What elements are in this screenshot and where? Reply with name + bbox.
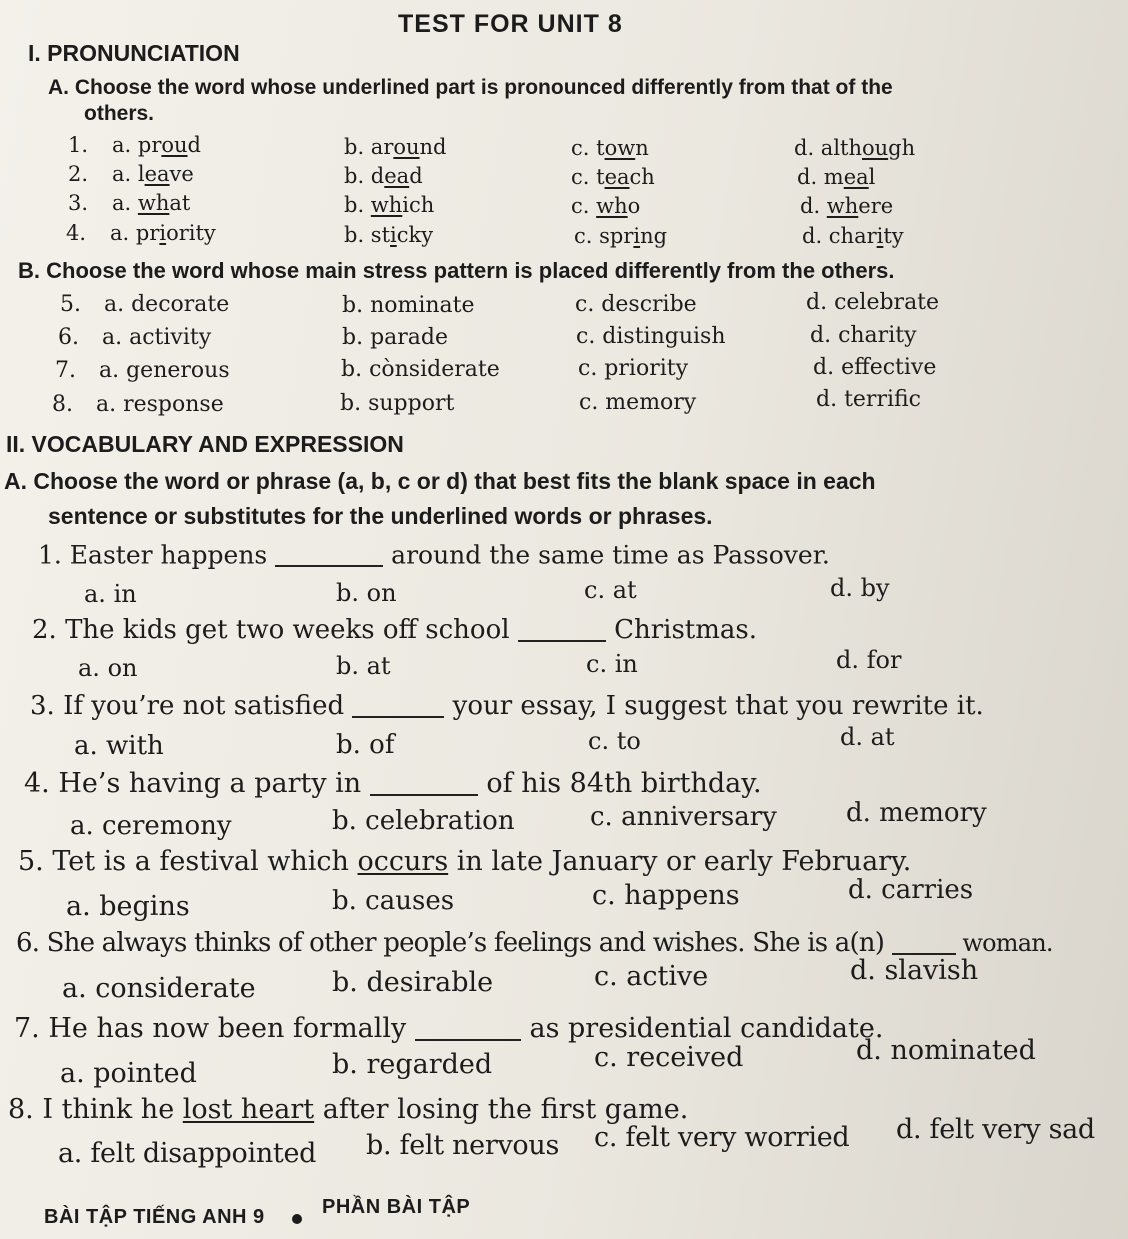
option-d: d. slavish [850,955,979,986]
question-stem: 8. I think he lost heart after losing the first game. [8,1094,689,1125]
option-a: a. decorate [104,292,230,317]
option-b: b. on [336,579,397,607]
page-title: TEST FOR UNIT 8 [398,10,623,38]
option-c: c. priority [578,356,689,381]
option-c: c. teach [571,165,655,189]
option-c: c. distinguish [576,324,726,349]
footer-section-label: PHẦN BÀI TẬP [322,1196,471,1218]
option-d: d. by [830,574,890,602]
option-a: a. considerate [62,973,256,1004]
question-number: 2. [68,162,89,186]
option-c: c. spring [574,224,668,248]
option-a: a. proud [112,133,201,157]
option-b: b. of [336,730,395,760]
option-a: a. pointed [60,1058,197,1089]
option-a: a. ceremony [70,811,232,841]
answer-blank [370,767,478,796]
option-b: b. desirable [332,967,494,998]
option-b: b. sticky [344,223,434,247]
question-stem: 6. She always thinks of other people’s feelings and wishes. She is a(n) woman. [16,928,1053,959]
question-stem: 3. If you’re not satisfied your essay, I suggest that you rewrite it. [30,691,984,722]
option-d: d. nominated [856,1035,1036,1066]
option-a: a. in [84,580,137,608]
option-b: b. dead [344,164,423,188]
question-number: 1. [68,133,89,157]
option-a: a. begins [66,891,190,922]
answer-blank [275,540,383,567]
option-d: d. celebrate [806,290,940,315]
option-c: c. anniversary [590,802,777,832]
option-a: a. with [74,731,164,761]
option-b: b. parade [342,325,449,350]
option-a: a. felt disappointed [58,1138,317,1169]
part-b-instructions: B. Choose the word whose main stress pattern is placed differently from the others. [18,258,895,283]
question-number: 7. [55,358,76,383]
question-stem: 7. He has now been formally as presidential candidate. [14,1012,884,1044]
option-d: d. for [836,646,902,674]
vocab-instructions: A. Choose the word or phrase (a, b, c or d) that best fits the blank space in each [4,468,876,494]
option-d: d. felt very sad [896,1114,1095,1145]
option-d: d. terrific [816,387,921,412]
question-number: 3. [68,191,89,215]
option-c: c. happens [592,880,740,911]
bullet-icon [292,1214,302,1224]
vocab-instructions-cont: sentence or substitutes for the underlined words or phrases. [48,503,713,529]
option-b: b. which [344,193,435,217]
option-d: d. meal [797,165,876,189]
option-b: b. cònsiderate [341,357,500,382]
option-d: d. although [794,136,916,160]
option-b: b. felt nervous [366,1130,560,1161]
option-c: c. town [571,136,649,160]
option-b: b. at [336,652,391,680]
part-a-instructions: A. Choose the word whose underlined part is pronounced differently from that of the [48,76,893,99]
question-number: 4. [66,221,87,245]
section-2-heading: II. VOCABULARY AND EXPRESSION [6,431,404,457]
question-row [68,133,88,157]
part-a-instructions-cont: others. [84,102,155,125]
underlined-word: occurs [357,846,449,877]
answer-blank [352,690,444,718]
question-stem: 5. Tet is a festival which occurs in late January or early February. [18,846,912,877]
option-c: c. received [594,1042,744,1073]
option-d: d. memory [846,798,987,828]
answer-blank [415,1012,521,1041]
option-a: a. priority [110,221,216,245]
question-stem: 1. Easter happens around the same time as Passover. [38,540,830,570]
option-d: d. where [800,194,894,218]
question-stem: 2. The kids get two weeks off school Christmas. [32,615,758,646]
option-a: a. generous [99,358,230,383]
option-c: c. active [594,961,709,992]
question-number: 5. [60,292,81,317]
option-c: c. memory [579,390,697,415]
option-b: b. support [340,391,455,416]
answer-blank [518,614,606,642]
option-b: b. celebration [332,806,515,836]
option-d: d. charity [802,224,904,248]
question-stem: 4. He’s having a party in of his 84th birthday. [24,767,762,799]
option-c: c. who [571,194,641,218]
option-d: d. effective [813,355,937,380]
option-b: b. regarded [332,1049,493,1080]
option-c: c. in [586,650,638,678]
option-c: c. describe [575,292,697,317]
option-d: d. charity [810,323,917,348]
answer-blank [892,927,956,955]
footer-book-title: BÀI TẬP TIẾNG ANH 9 [44,1206,265,1228]
option-b: b. causes [332,886,455,916]
option-a: a. what [112,191,191,215]
question-number: 6. [58,325,79,350]
section-1-heading: I. PRONUNCIATION [28,40,240,66]
option-d: d. at [840,723,895,751]
option-b: b. nominate [342,293,475,318]
option-c: c. at [584,576,637,604]
underlined-phrase: lost heart [182,1094,315,1125]
option-c: c. to [588,727,641,755]
option-d: d. carries [848,875,974,905]
option-a: a. response [96,392,224,417]
option-b: b. around [344,135,447,159]
option-c: c. felt very worried [594,1122,850,1153]
option-a: a. activity [102,325,212,350]
option-a: a. leave [112,162,194,186]
option-a: a. on [78,654,138,682]
question-number: 8. [52,392,73,417]
